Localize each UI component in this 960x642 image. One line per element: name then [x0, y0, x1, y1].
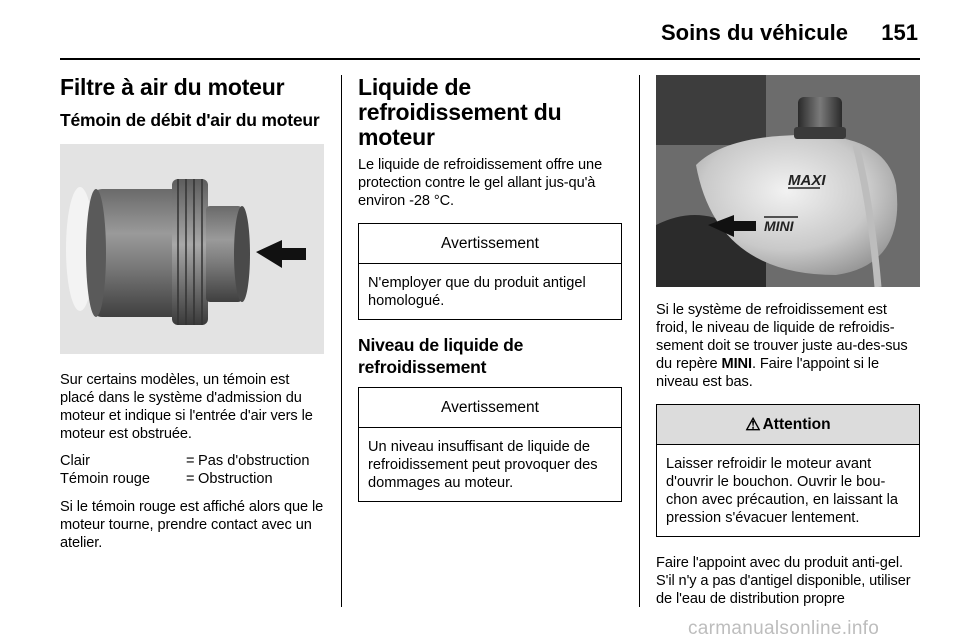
indicator-description: Sur certains modèles, un témoin est placé dans le système d'admission du moteur et indique si l'entrée d'air vers le moteur est obstruée. [60, 372, 313, 442]
warning-box-antifreeze [358, 223, 622, 320]
min-mark-label: MINI [764, 218, 794, 234]
warning-box-low-level [358, 387, 622, 502]
legend-value: Pas d'obstruction [198, 453, 310, 469]
column-divider-1 [341, 75, 342, 607]
coolant-reservoir-photo [656, 75, 920, 287]
column-3 [656, 75, 920, 608]
caution-box-hot-engine [656, 404, 920, 537]
watermark: carmanualsonline.info [688, 618, 880, 639]
mini-mark-text: MINI [721, 356, 752, 372]
warning-triangle-icon: ⚠ [745, 414, 761, 434]
legend-sep: = [186, 453, 195, 469]
header-divider [60, 58, 920, 60]
text-run: . Faire l'appoint si le niveau est bas. [656, 356, 879, 390]
page-number: 151 [881, 20, 918, 45]
warning-text: N'employer que du produit antigel homologué. [368, 275, 586, 309]
legend-sep: = [186, 471, 195, 487]
topup-instruction: Faire l'appoint avec du produit anti-gel. S'il n'y a pas d'antigel disponible, utiliser de l'eau de distribution propre [656, 555, 911, 607]
airflow-indicator-photo [60, 144, 324, 354]
section-heading-air-filter: Filtre à air du moteur [60, 74, 285, 100]
subheading-coolant-level: Niveau de liquide de refroidissement [358, 335, 524, 377]
warning-title: Avertissement [359, 388, 621, 428]
running-header-title: Soins du véhicule [660, 20, 848, 45]
coolant-level-instruction [656, 301, 920, 391]
legend-value: Obstruction [198, 471, 273, 487]
warning-text: Un niveau insuffisant de liquide de refroidissement peut provoquer des dommages au moteur. [368, 439, 598, 491]
max-mark-label: MAXI [788, 172, 826, 189]
legend-key: Témoin rouge [60, 471, 151, 487]
caution-title-text: Attention [762, 415, 831, 433]
subheading-airflow-indicator: Témoin de débit d'air du moteur [60, 110, 320, 130]
warning-title: Avertissement [359, 224, 621, 264]
caution-title [657, 405, 919, 445]
indicator-legend [60, 452, 324, 488]
column-1 [60, 75, 324, 552]
coolant-intro: Le liquide de refroidissement offre une protection contre le gel allant jus-qu'à environ -28 °C. [358, 157, 603, 209]
red-indicator-instruction: Si le témoin rouge est affiché alors que le moteur tourne, prendre contact avec un atelier. [60, 499, 324, 551]
text-run: Si le système de refroidissement est froid, le niveau de liquide de refroidis-sement doit se trouver juste au-des-sus du repère [656, 302, 908, 372]
column-divider-2 [639, 75, 640, 607]
section-heading-coolant: Liquide de refroidissement du moteur [358, 74, 562, 150]
legend-key: Clair [60, 453, 90, 469]
column-2 [358, 75, 622, 502]
caution-text: Laisser refroidir le moteur avant d'ouvrir le bouchon. Ouvrir le bou-chon avec précaution, en laissant la pression s'évacuer lentement. [666, 456, 899, 526]
